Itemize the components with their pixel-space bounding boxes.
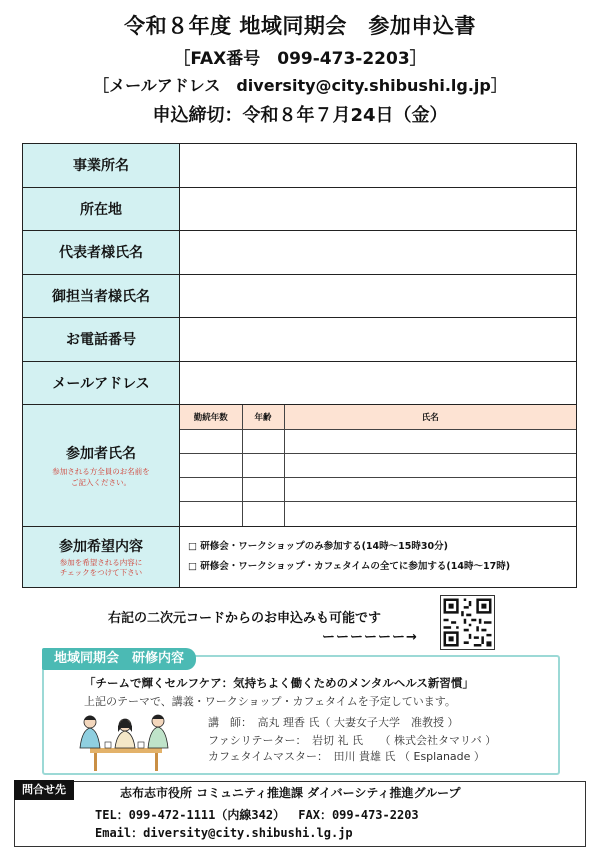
- age-cell[interactable]: [242, 453, 284, 477]
- column-header: 氏名: [284, 405, 576, 429]
- qr-text: 右記の二次元コードからのお申込みも可能です: [108, 611, 382, 626]
- age-cell[interactable]: [242, 429, 284, 453]
- qr-arrow: ーーーーーー→: [322, 630, 418, 645]
- company-name-field[interactable]: [180, 144, 577, 188]
- field-label: 所在地: [23, 187, 180, 231]
- participants-note: 参加される方全員のお名前を ご記入ください。: [52, 467, 150, 487]
- name-cell[interactable]: [284, 453, 576, 477]
- contact-person-field[interactable]: [180, 274, 577, 318]
- preference-label-text: 参加希望内容: [59, 538, 143, 555]
- age-cell[interactable]: [242, 477, 284, 501]
- participants-table-cell: [180, 405, 577, 527]
- table-row: [180, 477, 576, 501]
- years-cell[interactable]: [180, 453, 242, 477]
- years-cell[interactable]: [180, 477, 242, 501]
- contact-tel-fax: TEL：099-472-1111（内線342） FAX：099-473-2203: [95, 808, 419, 822]
- cafe-master: カフェタイムマスター： 田川 貴雄 氏 （ Esplanade ）: [208, 750, 485, 763]
- preference-options: [180, 527, 577, 588]
- preference-note: 参加を希望される内容に チェックをつけて下さい: [59, 557, 143, 577]
- participants-label-text: 参加者氏名: [66, 446, 136, 462]
- name-cell[interactable]: [284, 429, 576, 453]
- table-row: [180, 429, 576, 453]
- deadline: 申込締切：令和８年７月24日（金）: [152, 105, 448, 126]
- age-cell[interactable]: [242, 502, 284, 526]
- column-header: 勤続年数: [180, 405, 242, 429]
- participants-table: [180, 405, 576, 526]
- fax-number: ［FAX番号 099-473-2203］: [173, 49, 427, 69]
- page-title: 令和８年度 地域同期会 参加申込書: [124, 14, 476, 38]
- qr-code-icon[interactable]: [440, 595, 495, 650]
- option-all[interactable]: □ 研修会・ワークショップ・カフェタイムの全てに参加する(14時～17時): [188, 561, 511, 572]
- field-label: メールアドレス: [23, 361, 180, 405]
- address-field[interactable]: [180, 187, 577, 231]
- representative-field[interactable]: [180, 231, 577, 275]
- header: [0, 10, 600, 127]
- mail-address: ［メールアドレス diversity@city.shibushi.lg.jp］: [93, 76, 507, 95]
- years-cell[interactable]: [180, 502, 242, 526]
- contact-department: 志布志市役所 コミュニティ推進課 ダイバーシティ推進グループ: [120, 786, 461, 800]
- application-form: [22, 143, 577, 588]
- table-row: [180, 453, 576, 477]
- phone-field[interactable]: [180, 318, 577, 362]
- column-header: 年齢: [242, 405, 284, 429]
- preference-label: [23, 527, 180, 588]
- training-description: 上記のテーマで、講義・ワークショップ・カフェタイムを予定しています。: [84, 695, 456, 708]
- name-cell[interactable]: [284, 502, 576, 526]
- people-illustration-icon: [70, 708, 180, 772]
- facilitator: ファシリテーター： 岩切 礼 氏 （ 株式会社タマリバ ）: [208, 734, 497, 747]
- field-label: 御担当者様氏名: [23, 274, 180, 318]
- contact-email[interactable]: Email：diversity@city.shibushi.lg.jp: [95, 826, 353, 840]
- training-theme: 「チームで輝くセルフケア：気持ちよく働くためのメンタルヘルス新習慣」: [84, 676, 474, 690]
- field-label: 代表者様氏名: [23, 231, 180, 275]
- field-label: お電話番号: [23, 318, 180, 362]
- option-workshop-only[interactable]: □ 研修会・ワークショップのみ参加する(14時～15時30分): [188, 541, 448, 553]
- lecturer: 講 師： 高丸 理香 氏（ 大妻女子大学 准教授 ）: [208, 716, 459, 729]
- training-tab: 地域同期会 研修内容: [42, 648, 196, 670]
- years-cell[interactable]: [180, 429, 242, 453]
- table-row: [180, 502, 576, 526]
- participants-label: [23, 405, 180, 527]
- contact-tab: 問合せ先: [14, 780, 74, 800]
- name-cell[interactable]: [284, 477, 576, 501]
- email-field[interactable]: [180, 361, 577, 405]
- field-label: 事業所名: [23, 144, 180, 188]
